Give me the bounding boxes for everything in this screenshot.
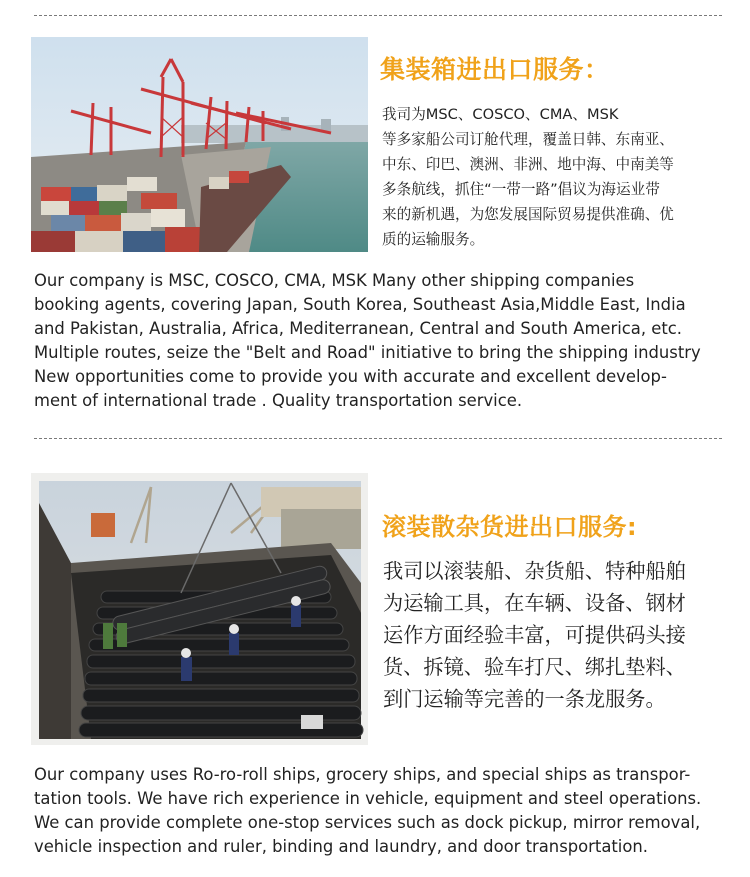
container-port-photo bbox=[31, 37, 368, 252]
zh-line: 来的新机遇，为您发展国际贸易提供准确、优 bbox=[382, 206, 674, 223]
middle-divider bbox=[34, 438, 722, 439]
top-divider bbox=[34, 15, 722, 16]
en-line: and Pakistan, Australia, Africa, Mediterranean, Central and South America, etc. bbox=[34, 319, 682, 338]
zh-line: 多条航线，抓住“一带一路”倡议为海运业带 bbox=[382, 181, 660, 198]
section2-heading: 滚装散杂货进出口服务: bbox=[382, 513, 638, 541]
ship-hold-steel-pipes-photo bbox=[31, 473, 368, 745]
en-line: vehicle inspection and ruler, binding and laundry, and door transportation. bbox=[34, 837, 648, 856]
en-line: booking agents, covering Japan, South Korea, Southeast Asia,Middle East, India bbox=[34, 295, 686, 314]
en-line: Our company is MSC, COSCO, CMA, MSK Many other shipping companies bbox=[34, 271, 635, 290]
section1-chinese-description bbox=[382, 102, 674, 252]
en-line: New opportunities come to provide you with accurate and excellent develop- bbox=[34, 367, 667, 386]
zh-line: 质的运输服务。 bbox=[382, 231, 485, 248]
section1-english-description bbox=[34, 269, 724, 413]
en-line: tation tools. We have rich experience in vehicle, equipment and steel operations. bbox=[34, 789, 702, 808]
en-line: We can provide complete one-stop services such as dock pickup, mirror removal, bbox=[34, 813, 701, 832]
zh-line: 我司为MSC、COSCO、CMA、MSK bbox=[382, 106, 619, 123]
en-line: Our company uses Ro-ro-roll ships, grocery ships, and special ships as transpor- bbox=[34, 765, 691, 784]
en-line: ment of international trade . Quality transportation service. bbox=[34, 391, 523, 410]
en-line: Multiple routes, seize the "Belt and Road" initiative to bring the shipping industry bbox=[34, 343, 701, 362]
zh-line: 货、拆镜、验车打尺、绑扎垫料、 bbox=[383, 655, 686, 679]
zh-line: 我司以滚装船、杂货船、特种船舶 bbox=[383, 559, 686, 583]
section2-english-description bbox=[34, 763, 724, 859]
zh-line: 为运输工具，在车辆、设备、钢材 bbox=[383, 591, 686, 615]
zh-line: 中东、印巴、澳洲、非洲、地中海、中南美等 bbox=[382, 156, 674, 173]
section1-heading: 集装箱进出口服务： bbox=[380, 55, 610, 84]
zh-line: 运作方面经验丰富，可提供码头接 bbox=[383, 623, 686, 647]
zh-line: 等多家船公司订舱代理，覆盖日韩、东南亚、 bbox=[382, 131, 674, 148]
section2-chinese-description bbox=[383, 555, 686, 715]
zh-line: 到门运输等完善的一条龙服务。 bbox=[383, 687, 666, 711]
